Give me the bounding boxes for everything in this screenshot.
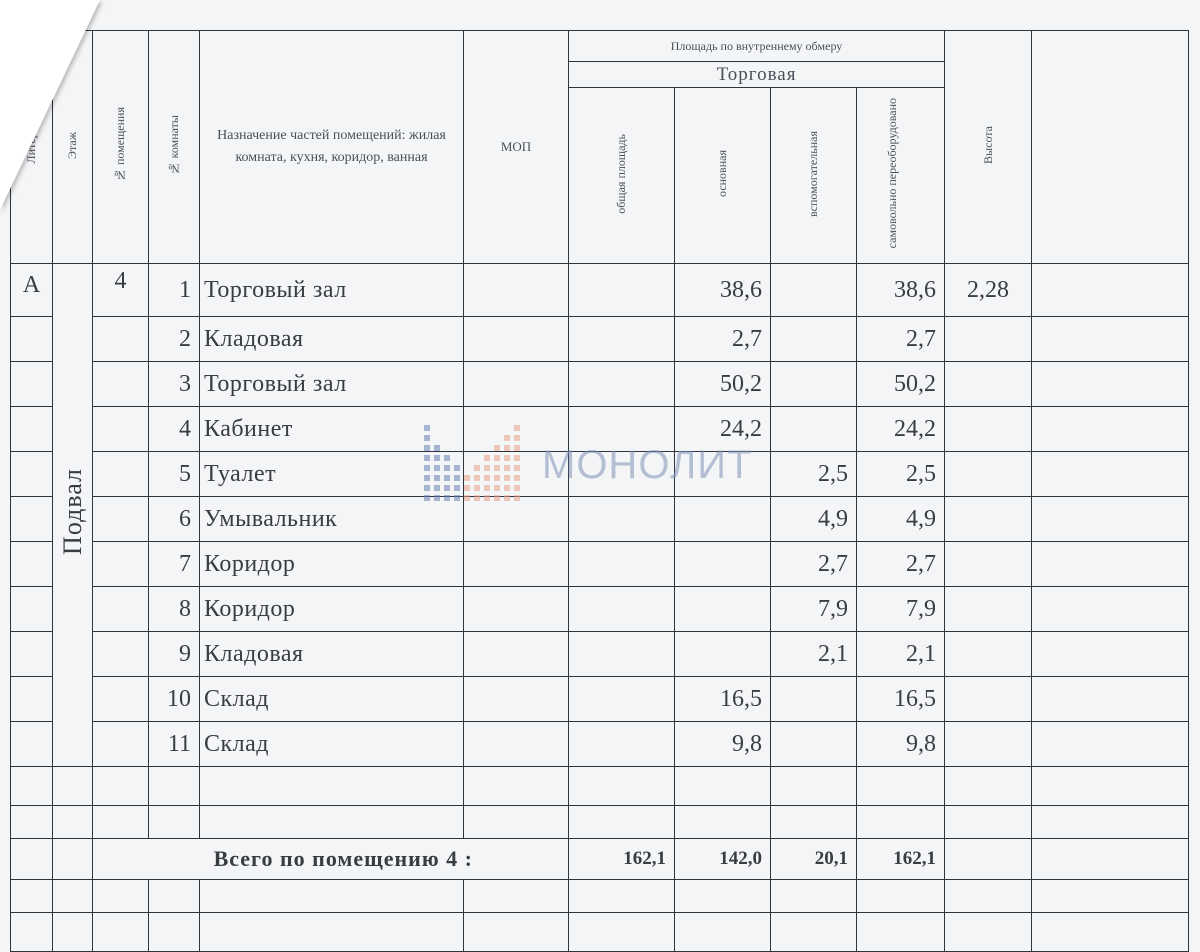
- litera-cell: [11, 317, 53, 362]
- pom-cell: [93, 722, 149, 767]
- self-area: 9,8: [857, 722, 945, 767]
- room-number: 5: [149, 452, 200, 497]
- mop-cell: [464, 722, 569, 767]
- litera-cell: [11, 497, 53, 542]
- total-area-cell: [569, 264, 675, 317]
- litera-value: А: [11, 264, 53, 317]
- pom-cell: [93, 497, 149, 542]
- height-value: [945, 407, 1032, 452]
- room-number: 7: [149, 542, 200, 587]
- room-number: 9: [149, 632, 200, 677]
- header-self-made: самовольно переоборудовано: [857, 88, 945, 264]
- height-value: [945, 452, 1032, 497]
- main-area-sum: 142,0: [675, 839, 771, 880]
- total-area-sum: 162,1: [569, 839, 675, 880]
- room-name: Кабинет: [200, 407, 464, 452]
- pom-cell: [93, 542, 149, 587]
- header-height: Высота: [945, 31, 1032, 264]
- header-area-group: Площадь по внутреннему обмеру: [569, 31, 945, 62]
- total-area-cell: [569, 317, 675, 362]
- room-name: Коридор: [200, 587, 464, 632]
- mop-cell: [464, 632, 569, 677]
- litera-cell: [11, 722, 53, 767]
- aux-area: 2,5: [771, 452, 857, 497]
- aux-area: [771, 677, 857, 722]
- table-row: [11, 542, 1189, 587]
- table-row: [11, 677, 1189, 722]
- aux-area: 7,9: [771, 587, 857, 632]
- header-row-1: [11, 31, 1189, 62]
- pom-value: 4: [93, 264, 149, 317]
- table-row: [11, 264, 1189, 317]
- aux-area: 2,7: [771, 542, 857, 587]
- folded-corner: [0, 0, 100, 210]
- aux-area: 2,1: [771, 632, 857, 677]
- monolit-logo-icon: [422, 413, 537, 508]
- pom-cell: [93, 632, 149, 677]
- height-value: [945, 542, 1032, 587]
- empty-row: [11, 913, 1189, 952]
- header-aux: вспомогательная: [771, 88, 857, 264]
- blank-cell: [1032, 264, 1189, 317]
- aux-area-sum: 20,1: [771, 839, 857, 880]
- mop-cell: [464, 317, 569, 362]
- blank-cell: [1032, 722, 1189, 767]
- self-area: 50,2: [857, 362, 945, 407]
- empty-row: [11, 880, 1189, 913]
- total-area-cell: [569, 587, 675, 632]
- watermark: [422, 413, 802, 508]
- room-name: Торговый зал: [200, 362, 464, 407]
- self-area-sum: 162,1: [857, 839, 945, 880]
- main-area: 38,6: [675, 264, 771, 317]
- litera-cell: [11, 452, 53, 497]
- total-area-cell: [569, 362, 675, 407]
- table-row: [11, 362, 1189, 407]
- room-name: Коридор: [200, 542, 464, 587]
- header-purpose: Назначение частей помещений: жилая комната, кухня, коридор, ванная: [200, 31, 464, 264]
- main-area: 2,7: [675, 317, 771, 362]
- mop-cell: [464, 587, 569, 632]
- header-komn-no: № комнаты: [149, 31, 200, 264]
- main-area: 9,8: [675, 722, 771, 767]
- mop-cell: [464, 362, 569, 407]
- header-total-area: общая площадь: [569, 88, 675, 264]
- pom-cell: [93, 452, 149, 497]
- main-area: [675, 632, 771, 677]
- main-area: 24,2: [675, 407, 771, 452]
- self-area: 2,1: [857, 632, 945, 677]
- room-number: 8: [149, 587, 200, 632]
- table-row: [11, 722, 1189, 767]
- self-area: 2,5: [857, 452, 945, 497]
- main-area: [675, 542, 771, 587]
- header-blank: [1032, 31, 1189, 264]
- litera-cell: [11, 542, 53, 587]
- total-row: [11, 839, 1189, 880]
- height-value: [945, 317, 1032, 362]
- pom-cell: [93, 317, 149, 362]
- blank-cell: [1032, 452, 1189, 497]
- height-value: 2,28: [945, 264, 1032, 317]
- pom-cell: [93, 362, 149, 407]
- total-area-cell: [569, 542, 675, 587]
- empty-row: [11, 767, 1189, 806]
- pom-cell: [93, 587, 149, 632]
- room-number: 1: [149, 264, 200, 317]
- header-etazh: Этаж: [53, 31, 93, 264]
- blank-cell: [1032, 677, 1189, 722]
- blank-cell: [1032, 497, 1189, 542]
- total-area-cell: [569, 722, 675, 767]
- header-mop: МОП: [464, 31, 569, 264]
- litera-cell: [11, 407, 53, 452]
- height-value: [945, 722, 1032, 767]
- mop-cell: [464, 542, 569, 587]
- room-number: 11: [149, 722, 200, 767]
- room-number: 10: [149, 677, 200, 722]
- header-main: основная: [675, 88, 771, 264]
- main-area: 50,2: [675, 362, 771, 407]
- pom-cell: [93, 407, 149, 452]
- height-value: [945, 677, 1032, 722]
- self-area: 7,9: [857, 587, 945, 632]
- aux-area: [771, 264, 857, 317]
- mop-cell: [464, 264, 569, 317]
- total-area-cell: [569, 677, 675, 722]
- blank-cell: [1032, 632, 1189, 677]
- blank-cell: [1032, 587, 1189, 632]
- room-number: 6: [149, 497, 200, 542]
- litera-cell: [11, 362, 53, 407]
- room-name: Туалет: [200, 452, 464, 497]
- height-value: [945, 362, 1032, 407]
- litera-cell: [11, 677, 53, 722]
- aux-area: [771, 722, 857, 767]
- blank-cell: [1032, 362, 1189, 407]
- room-name: Умывальник: [200, 497, 464, 542]
- mop-cell: [464, 677, 569, 722]
- self-area: 4,9: [857, 497, 945, 542]
- watermark-text: МОНОЛИТ: [542, 443, 753, 487]
- header-litera: Литера: [11, 31, 53, 264]
- empty-row: [11, 806, 1189, 839]
- floor-label: Подвал: [57, 468, 87, 555]
- aux-area: [771, 317, 857, 362]
- aux-area: [771, 362, 857, 407]
- self-area: 2,7: [857, 317, 945, 362]
- aux-area: 4,9: [771, 497, 857, 542]
- main-area: [675, 587, 771, 632]
- room-name: Кладовая: [200, 632, 464, 677]
- room-name: Склад: [200, 722, 464, 767]
- blank-cell: [1032, 542, 1189, 587]
- height-value: [945, 497, 1032, 542]
- total-label: Всего по помещению 4 :: [93, 839, 569, 880]
- room-number: 2: [149, 317, 200, 362]
- header-trade: Торговая: [569, 62, 945, 88]
- table-row: [11, 317, 1189, 362]
- height-value: [945, 587, 1032, 632]
- table-row: [11, 632, 1189, 677]
- room-number: 4: [149, 407, 200, 452]
- blank-cell: [1032, 317, 1189, 362]
- self-area: 24,2: [857, 407, 945, 452]
- litera-cell: [11, 632, 53, 677]
- total-area-cell: [569, 632, 675, 677]
- blank-cell: [1032, 407, 1189, 452]
- self-area: 38,6: [857, 264, 945, 317]
- self-area: 16,5: [857, 677, 945, 722]
- room-number: 3: [149, 362, 200, 407]
- room-name: Кладовая: [200, 317, 464, 362]
- pom-cell: [93, 677, 149, 722]
- main-area: 16,5: [675, 677, 771, 722]
- height-value: [945, 632, 1032, 677]
- room-name: Торговый зал: [200, 264, 464, 317]
- self-area: 2,7: [857, 542, 945, 587]
- room-name: Склад: [200, 677, 464, 722]
- litera-cell: [11, 587, 53, 632]
- header-pom-no: № помещения: [93, 31, 149, 264]
- floor-cell: [53, 264, 93, 767]
- table-row: [11, 587, 1189, 632]
